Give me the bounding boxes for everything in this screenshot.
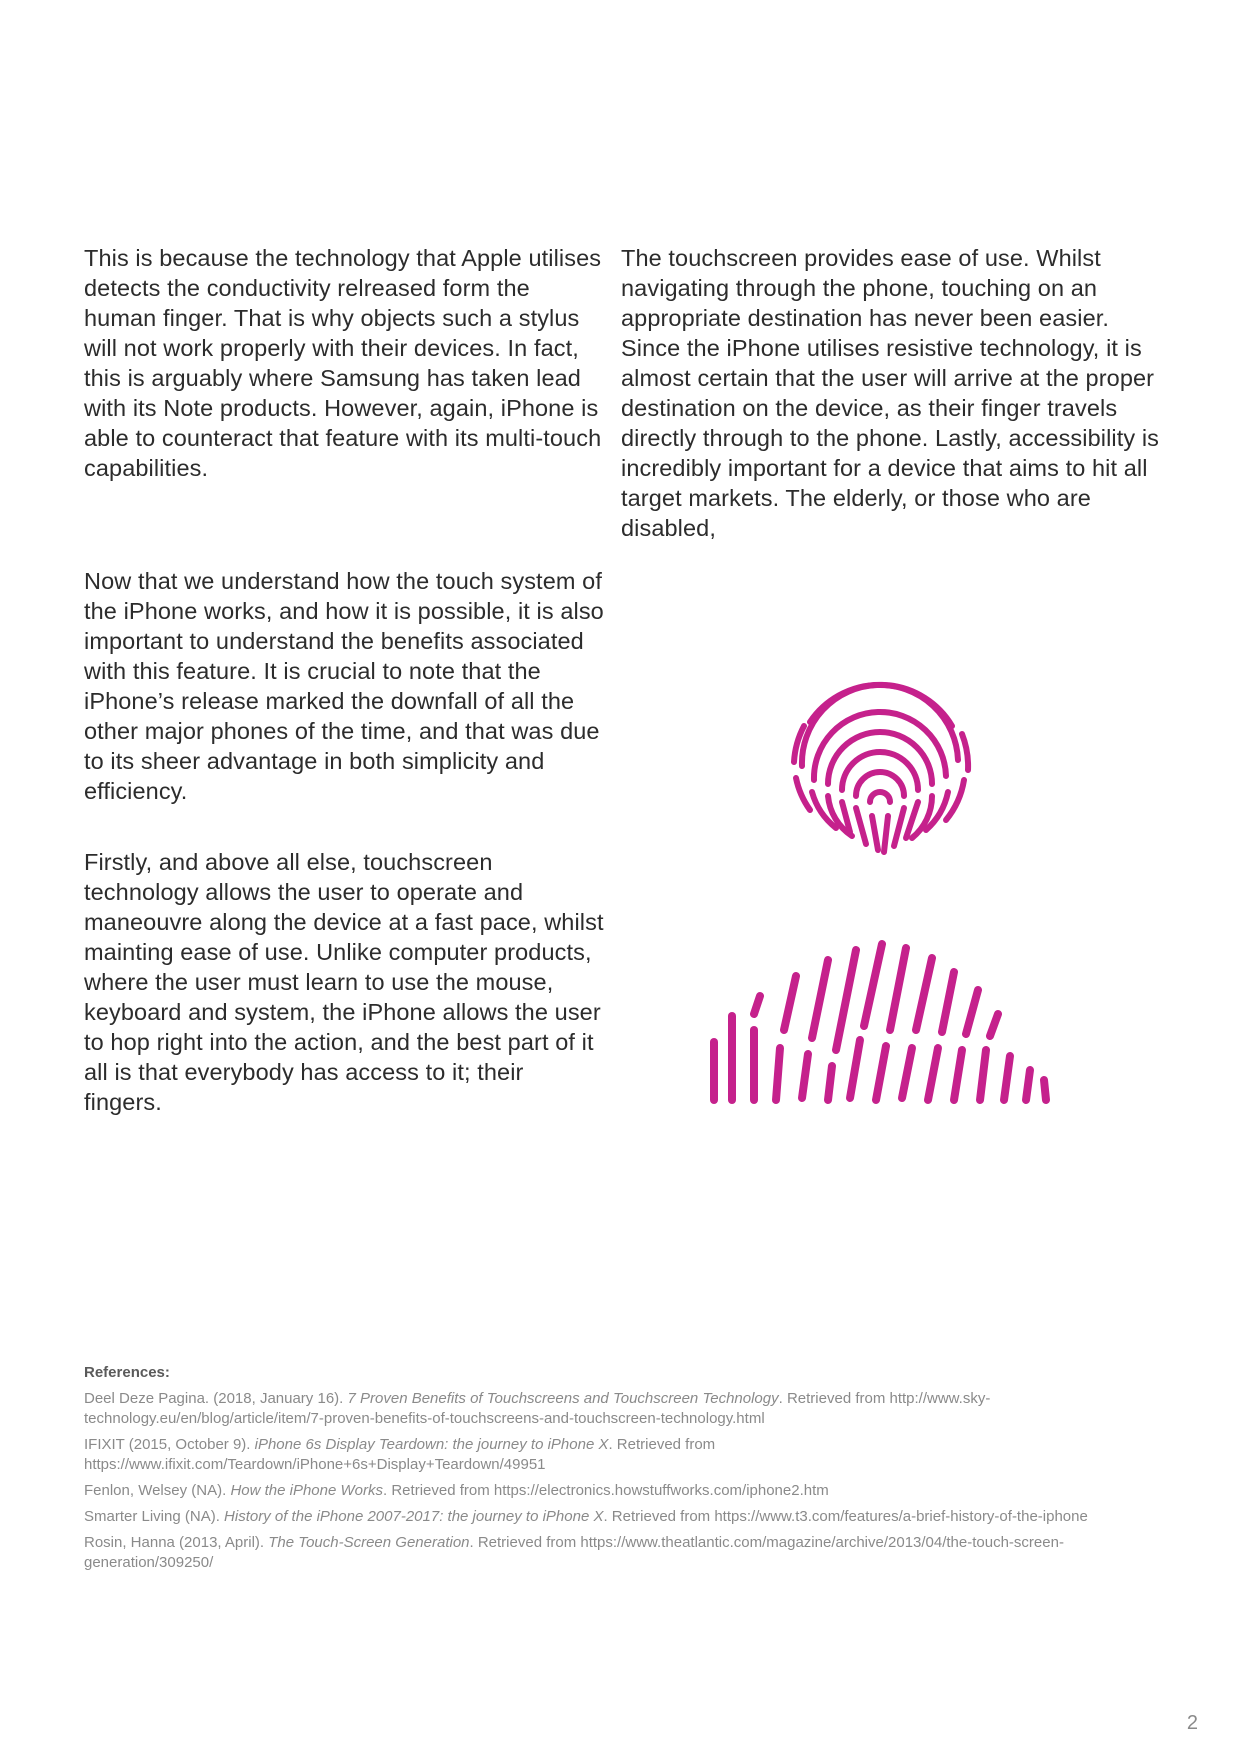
fingerprint-icon <box>780 660 980 860</box>
reference-item <box>84 1389 1164 1429</box>
reference-item <box>84 1481 1164 1501</box>
reference-author: Fenlon, Welsey (NA). <box>84 1482 231 1499</box>
paragraph: Firstly, and above all else, touchscreen technology allows the user to operate and maneouvre along the device at a fast pace, whilst mainting ease of use. Unlike computer products, where the user must learn to use the mouse, keyboard and system, the iPhone allows the user to hop right into the action, and the best part of it all is that everybody has access to it; their fingers. <box>84 849 604 1115</box>
body-column-left-bottom <box>84 847 604 1117</box>
reference-author: Rosin, Hanna (2013, April). <box>84 1534 269 1551</box>
page-number: 2 <box>1186 1712 1198 1734</box>
reference-source: . Retrieved from https://www.ifixit.com/Teardown/iPhone+6s+Display+Teardown/49951 <box>84 1436 716 1473</box>
fingerprint-partial-icon <box>700 930 1060 1110</box>
reference-item <box>84 1435 1164 1475</box>
body-column-right <box>621 243 1161 543</box>
body-column-left-middle <box>84 566 604 806</box>
reference-title: History of the iPhone 2007-2017: the journey to iPhone X <box>224 1508 604 1525</box>
reference-title: The Touch-Screen Generation <box>268 1534 470 1551</box>
paragraph: The touchscreen provides ease of use. Whilst navigating through the phone, touching on an appropriate destination has never been easier. Since the iPhone utilises resistive technology, it is almost certain that the user will arrive at the proper destination on the device, as their finger travels directly through to the phone. Lastly, accessibility is incredibly important for a device that aims to hit all target markets. The elderly, or those who are disabled, <box>621 245 1160 541</box>
paragraph: This is because the technology that Apple utilises detects the conductivity relreased form the human finger. That is why objects such a stylus will not work properly with their devices. In fact, this is arguably where Samsung has taken lead with its Note products. However, again, iPhone is able to counteract that feature with its multi-touch capabilities. <box>84 245 602 481</box>
reference-title: 7 Proven Benefits of Touchscreens and Touchscreen Technology <box>347 1390 779 1407</box>
reference-author: Smarter Living (NA). <box>84 1508 225 1525</box>
paragraph: Now that we understand how the touch system of the iPhone works, and how it is possible, it is also important to understand the benefits associated with this feature. It is crucial to note that the iPhone’s release marked the downfall of all the other major phones of the time, and that was due to its sheer advantage in both simplicity and efficiency. <box>84 568 604 804</box>
reference-author: Deel Deze Pagina. (2018, January 16). <box>84 1390 348 1407</box>
references-heading: References: <box>84 1364 170 1381</box>
reference-title: How the iPhone Works <box>230 1482 384 1499</box>
reference-source: . Retrieved from http://www.sky-technology.eu/en/blog/article/item/7-proven-benefits-of-touchscreens-and-touchscreen-technology.html <box>84 1390 991 1427</box>
reference-source: . Retrieved from https://www.t3.com/features/a-brief-history-of-the-iphone <box>603 1508 1088 1525</box>
reference-item <box>84 1533 1164 1573</box>
reference-item <box>84 1507 1164 1527</box>
body-column-left-top <box>84 243 604 483</box>
reference-source: . Retrieved from https://www.theatlantic.com/magazine/archive/2013/04/the-touch-screen-generation/309250/ <box>84 1534 1064 1571</box>
reference-title: iPhone 6s Display Teardown: the journey to iPhone X <box>254 1436 609 1453</box>
reference-author: IFIXIT (2015, October 9). <box>84 1436 255 1453</box>
references-section <box>84 1363 1164 1579</box>
reference-source: . Retrieved from https://electronics.howstuffworks.com/iphone2.htm <box>383 1482 829 1499</box>
